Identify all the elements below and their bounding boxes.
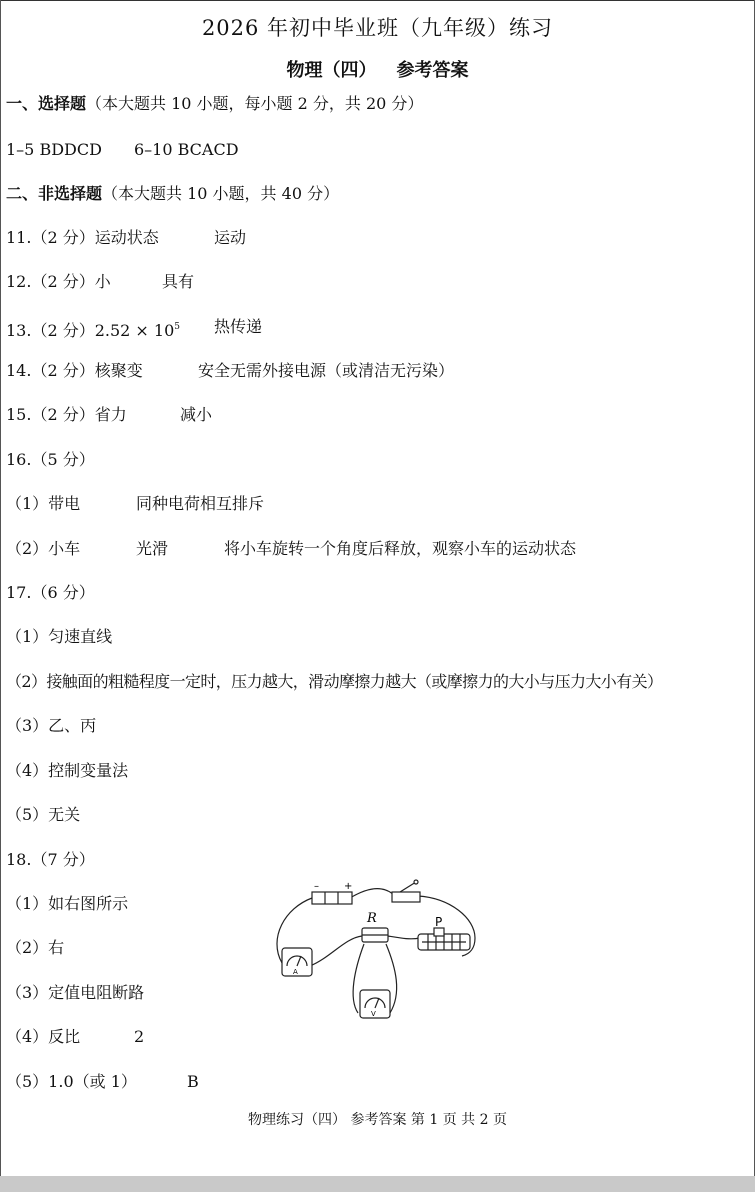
q14-answer-1: 14.（2 分）核聚变 xyxy=(6,361,143,380)
q18-part3: （3）定值电阻断路 xyxy=(6,983,145,1002)
q14-answer-2: 安全无需外接电源（或清洁无污染） xyxy=(198,361,455,380)
q18-part4: （4）反比 xyxy=(6,1027,81,1046)
slider-label: P xyxy=(435,915,443,929)
page-footer: 物理练习（四） 参考答案 第 1 页 共 2 页 xyxy=(248,1112,507,1128)
q16-part2-b: 光滑 xyxy=(136,539,169,558)
choice-answers-6-10: 6–10 BCACD xyxy=(134,140,239,159)
part2-heading-line xyxy=(6,184,339,204)
q16-label: 16.（5 分） xyxy=(6,450,95,469)
q15-answer-2: 减小 xyxy=(180,405,213,424)
q17-part2: （2）接触面的粗糙程度一定时，压力越大，滑动摩擦力越大（或摩擦力的大小与压力大小有关） xyxy=(6,672,663,691)
wire-battery-switch xyxy=(350,889,395,898)
battery-icon xyxy=(312,892,352,904)
page-border-left xyxy=(0,0,1,1176)
circuit-diagram xyxy=(270,878,485,1028)
q18-part5: （5）1.0（或 1） xyxy=(6,1072,137,1091)
q16-part1: （1）带电 xyxy=(6,494,81,513)
part1-heading: 一、选择题 xyxy=(6,94,87,113)
wire-resistor-rheostat xyxy=(388,936,420,939)
rheostat-icon xyxy=(418,928,470,950)
q13-answer-2: 热传递 xyxy=(214,317,263,336)
q13-label: 13.（2 分）2.52 × 10 xyxy=(6,321,175,340)
resistor-label: R xyxy=(367,911,377,926)
ammeter-label: A xyxy=(293,968,298,976)
wire-ammeter-resistor xyxy=(310,936,362,966)
q16-part1-reason: 同种电荷相互排斥 xyxy=(136,494,265,513)
page-border-top xyxy=(0,0,755,1)
viewer-bottom-bar xyxy=(0,1176,755,1192)
q18-part4-value: 2 xyxy=(134,1027,145,1046)
wire-switch-rheostat xyxy=(418,896,475,938)
q12-answer-2: 具有 xyxy=(162,272,195,291)
battery-plus: + xyxy=(344,881,353,892)
q15-answer-1: 15.（2 分）省力 xyxy=(6,405,127,424)
part1-note: （本大题共 10 小题，每小题 2 分，共 20 分） xyxy=(86,94,424,113)
q16-part2: （2）小车 xyxy=(6,539,81,558)
battery-minus: – xyxy=(314,881,319,892)
q17-label: 17.（6 分） xyxy=(6,583,95,602)
q12-answer-1: 12.（2 分）小 xyxy=(6,272,111,291)
resistor-icon xyxy=(362,928,388,942)
q18-part1: （1）如右图所示 xyxy=(6,894,129,913)
q13-answer-1 xyxy=(6,317,180,341)
q13-exponent: 5 xyxy=(174,322,181,332)
doc-type-label: 参考答案 xyxy=(396,60,469,81)
voltmeter-label: V xyxy=(371,1010,376,1018)
choice-answers-1-5: 1–5 BDDCD xyxy=(6,140,102,159)
q17-part4: （4）控制变量法 xyxy=(6,761,129,780)
q11-answer-1: 11.（2 分）运动状态 xyxy=(6,228,159,247)
q17-part5: （5）无关 xyxy=(6,805,81,824)
q18-part5-value: B xyxy=(187,1072,199,1091)
q16-part2-c: 将小车旋转一个角度后释放，观察小车的运动状态 xyxy=(224,539,577,558)
q18-part2: （2）右 xyxy=(6,938,65,957)
part1-heading-line xyxy=(6,94,423,114)
q17-part3: （3）乙、丙 xyxy=(6,716,97,735)
q11-answer-2: 运动 xyxy=(214,228,247,247)
subject-label: 物理（四） xyxy=(286,60,377,81)
q17-part1: （1）匀速直线 xyxy=(6,627,113,646)
part2-note: （本大题共 10 小题，共 40 分） xyxy=(102,184,340,203)
page-subtitle xyxy=(0,56,755,82)
q18-label: 18.（7 分） xyxy=(6,850,95,869)
page-title: 2026 年初中毕业班（九年级）练习 xyxy=(201,16,554,40)
switch-icon xyxy=(392,880,420,902)
part2-heading: 二、非选择题 xyxy=(6,184,103,203)
